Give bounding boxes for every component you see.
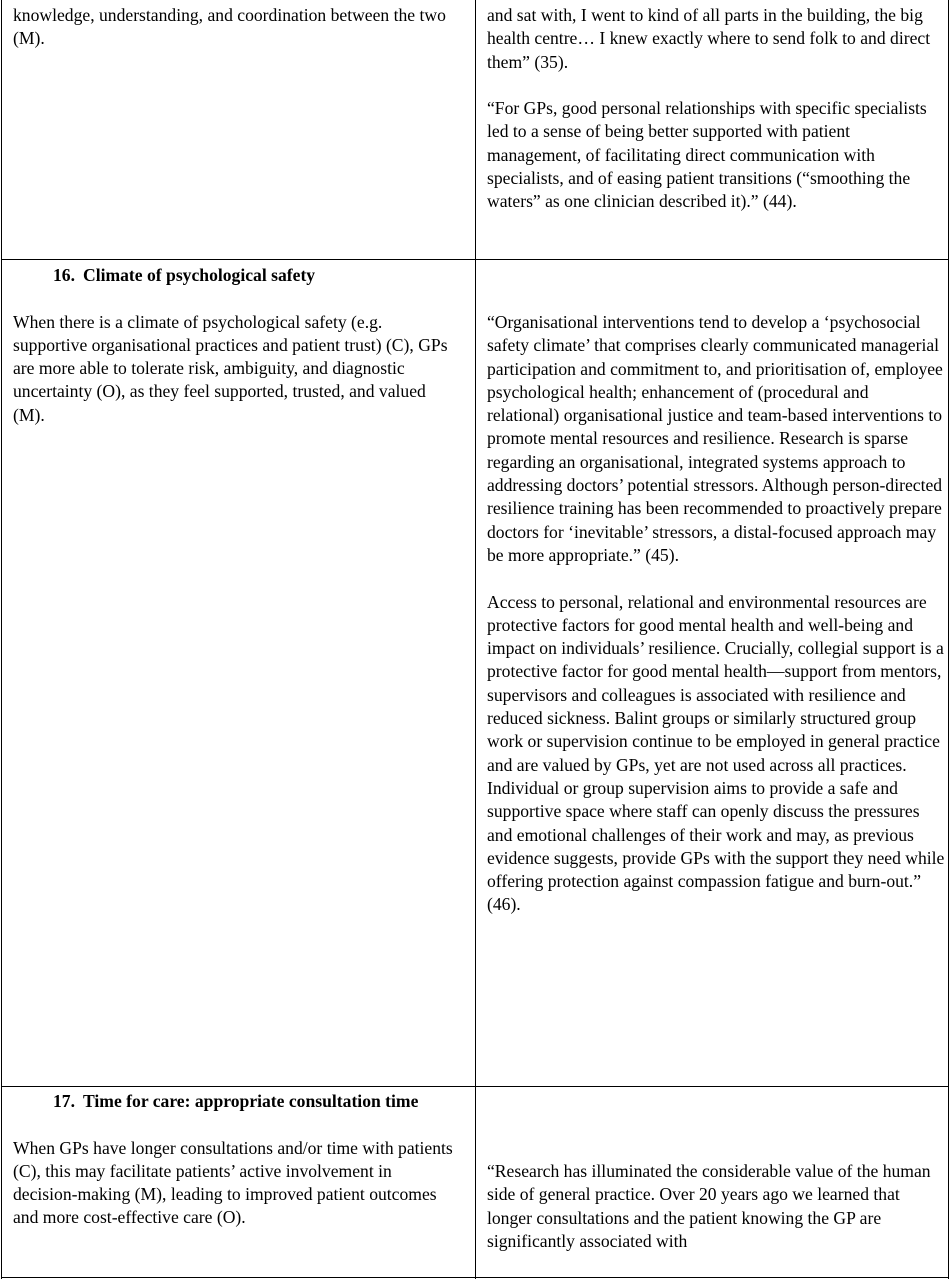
section-heading <box>13 1090 459 1113</box>
section-title: Climate of psychological safety <box>83 265 316 285</box>
table-row-2-context-cell <box>13 264 459 427</box>
evidence-paragraph: Access to personal, relational and environmental resources are protective factors for good mental health and well-being and impact on individuals’ resilience. Crucially, collegial support is a protective factor for good mental health—support from mentors, supervisors and colleagues is associated with resilience and reduced sickness. Balint groups or similarly structured group work or supervision continue to be employed in general practice and are valued by GPs, yet are not used across all practices. Individual or group supervision aims to provide a safe and supportive space where staff can openly discuss the pressures and emotional challenges of their work and may, as previous evidence suggests, provide GPs with the support they need while offering protection against compassion fatigue and burn-out.” (46). <box>487 591 945 915</box>
column-divider <box>475 0 476 1279</box>
cmo-paragraph: knowledge, understanding, and coordination between the two (M). <box>13 5 446 49</box>
table-border-bottom <box>1 1277 949 1278</box>
evidence-paragraph: and sat with, I went to kind of all parts in the building, the big health centre… I knew exactly where to send folk to and direct them” (35). <box>487 5 931 72</box>
cmo-paragraph: When GPs have longer consultations and/or time with patients (C), this may facilitate patients’ active involvement in decision-making (M), leading to improved patient outcomes and more cost-effective care (O). <box>13 1137 453 1228</box>
section-title: Time for care: appropriate consultation time <box>83 1091 419 1111</box>
table-row-3-evidence-cell <box>487 1160 945 1253</box>
table-row-2-evidence-cell <box>487 311 945 917</box>
evidence-table <box>1 0 949 1279</box>
row-divider <box>1 259 949 260</box>
evidence-paragraph: “For GPs, good personal relationships with specific specialists led to a sense of being better supported with patient management, of facilitating direct communication with specialists, and of easing patient transitions (“smoothing the waters” as one clinician described it).” (44). <box>487 98 927 212</box>
section-number: 17. <box>53 1091 75 1111</box>
section-number: 16. <box>53 265 75 285</box>
cmo-paragraph: When there is a climate of psychological safety (e.g. supportive organisational practices and patient trust) (C), GPs are more able to tolerate risk, ambiguity, and diagnostic uncertainty (O), as they feel supported, trusted, and valued (M). <box>13 311 448 425</box>
table-row-1-evidence-cell <box>487 4 945 214</box>
evidence-paragraph: “Organisational interventions tend to develop a ‘psychosocial safety climate’ that comprises clearly communicated managerial participation and commitment to, and prioritisation of, employee psychological health; enhancement of (procedural and relational) organisational justice and team-based interventions to promote mental resources and resilience. Research is sparse regarding an organisational, integrated systems approach to addressing doctors’ potential stressors. Although person-directed resilience training has been recommended to proactively prepare doctors for ‘inevitable’ stressors, a distal-focused approach may be more appropriate.” (45). <box>487 312 943 565</box>
table-border-left <box>1 0 2 1279</box>
table-border-right <box>948 0 949 1279</box>
table-row-1-context-cell <box>13 4 459 51</box>
section-heading <box>13 264 459 287</box>
row-divider <box>1 1086 949 1087</box>
table-row-3-context-cell <box>13 1090 459 1230</box>
evidence-paragraph: “Research has illuminated the considerable value of the human side of general practice. Over 20 years ago we learned that longer consultations and the patient knowing the GP are significantly associated with <box>487 1161 931 1251</box>
